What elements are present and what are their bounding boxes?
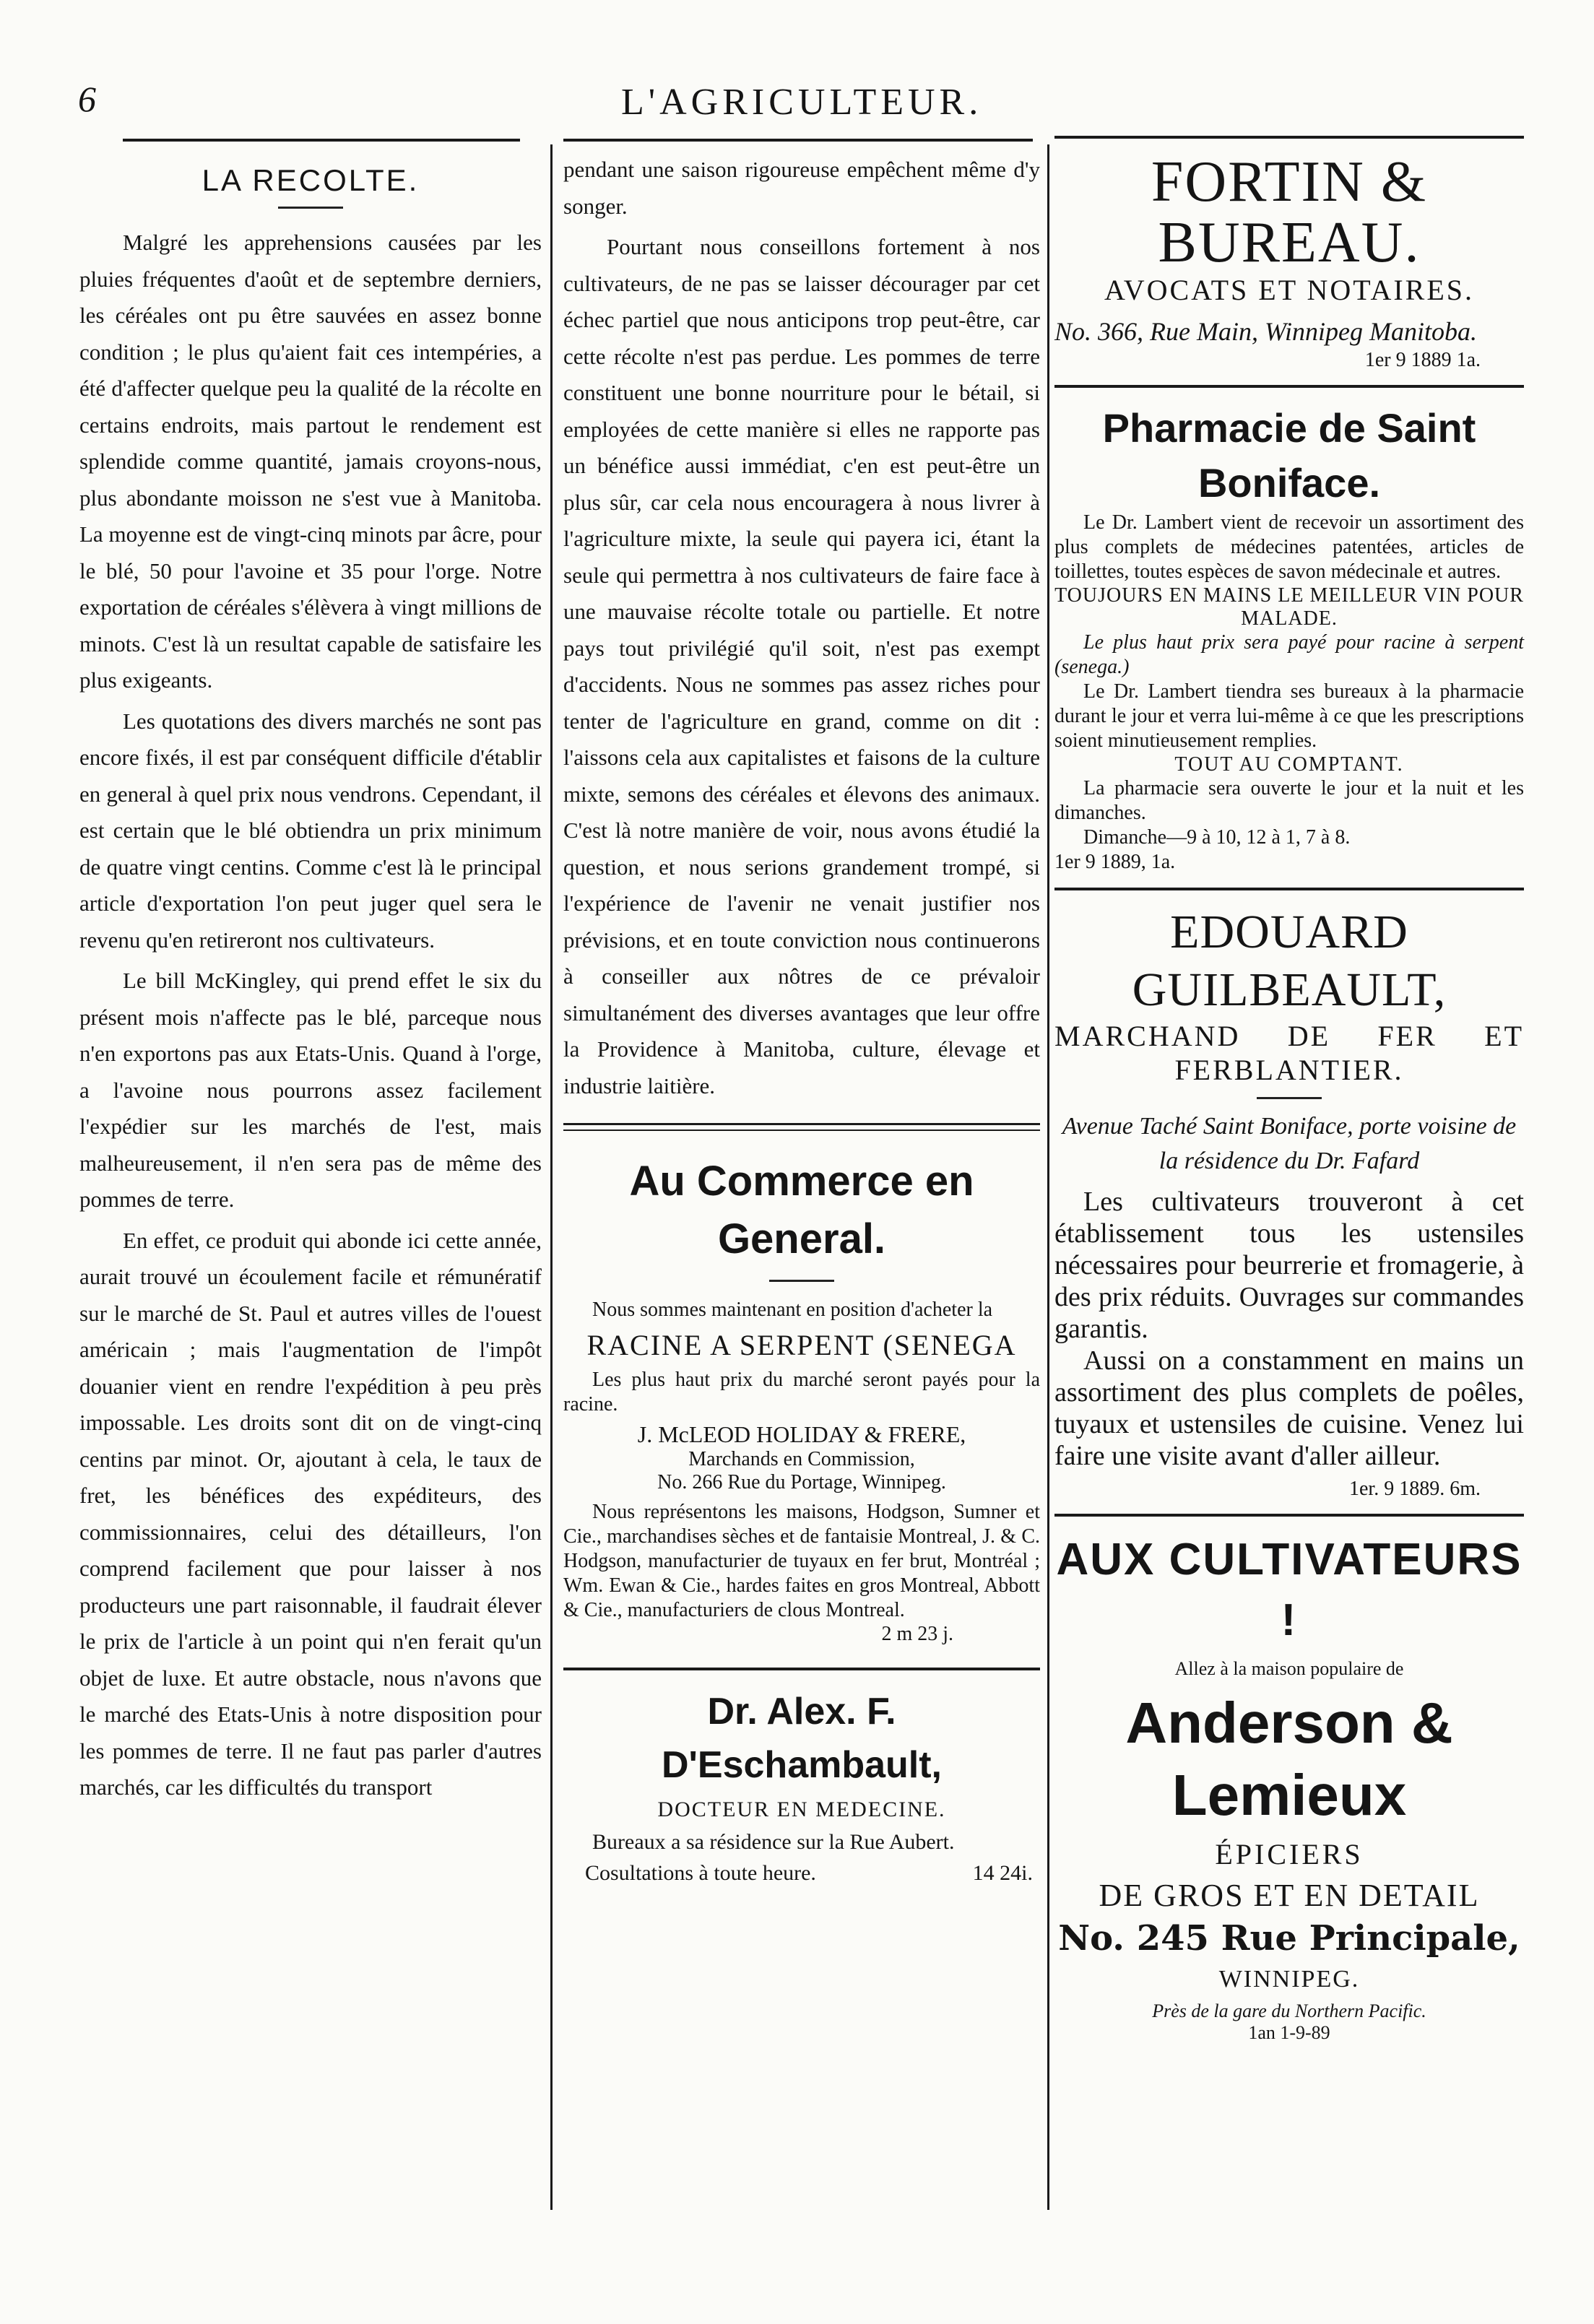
ad-doctor-footer (563, 1861, 1040, 1886)
column-divider-2 (1047, 144, 1049, 2210)
page-number: 6 (78, 79, 96, 119)
ad-fortin-address: No. 366, Rue Main, Winnipeg Manitoba. (1054, 317, 1477, 346)
header-rule-right (1054, 136, 1524, 139)
ad-fortin (1054, 152, 1524, 372)
ad-guilbeault-address: Avenue Taché Saint Boniface, porte voisine de la résidence du Dr. Fafard (1062, 1113, 1517, 1174)
ad-commerce (563, 1153, 1040, 1646)
section-rule (563, 1668, 1040, 1670)
column-3 (1054, 152, 1524, 2044)
article-paragraph: En effet, ce produit qui abonde ici cette année, aurait trouvé un écoulement facile et rémunératif sur le marché de St. Paul et autres villes de l'ouest américain ; mais l'augmentation de l'impôt douanier vient en rendre l'expédition à peu près impossable. Les droits sont dit on de vingt-cinq centins par minot. Or, ajoutant à cela, le taux de fret, les bénéfices des expéditeurs, des commissionnaires, celui des détailleurs, l'on comprend facilement que pour laisser à nos producteurs une part raisonnable, il faudrait élever le prix de l'article à un point qui n'en ferait qu'un objet de luxe. Et autre obstacle, nous n'avons que le marché des Etats-Unis à notre disposition pour les pommes de terre. Il ne faut pas parler d'autres marchés, car les difficultés du transport (79, 1227, 542, 1800)
ad-commerce-firm: J. McLEOD HOLIDAY & FRERE, (637, 1421, 966, 1447)
ad-guilbeault-subtitle2: FERBLANTIER. (1174, 1054, 1404, 1086)
ad-guilbeault-subtitle1: MARCHAND DE FER ET (1054, 1020, 1524, 1052)
ad-commerce-title: Au Commerce en General. (629, 1158, 974, 1262)
ad-doctor-code: 14 24i. (972, 1861, 1033, 1885)
article-paragraph: Pourtant nous conseillons fortement à nos cultivateurs, de ne pas se laisser décourager par cet échec partiel que nous anticipons trop peut-être, car cette récolte n'est pas perdue. Les pommes de terre constituent une bonne nourriture pour le bétail, si employées de cette manière si elles ne rapporte pas un bénéfice aussi immédiat, c'en est peut-être un plus sûr, car cela nous encouragera à nous livrer à l'agriculture mixte, la seule qui payera ici, étant la seule qui permettra à nos cultivateurs de faire face à une mauvaise récolte totale ou partielle. Et notre pays tout privilégié qu'il soit, n'est pas exempt d'accidents. Nous ne sommes pas assez riches pour tenter de l'agriculture en grand, comme on dit : l'aissons cela aux capitalistes et faisons de la culture mixte, semons des céréales et élevons des animaux. C'est là notre manière de voir, nous avons étudié la question, et nous serions grandement trompé, si l'expérience de l'avenir ne venait justifier nos prévisions, et en toute conviction nous continuerons à conseiller aux nôtres de ce prévaloir simultanément des diverses avantages que leur offre la Providence à Manitoba, culture, élevage et industrie laitière. (563, 234, 1040, 1098)
ad-guilbeault-title: EDOUARD GUILBEAULT, (1132, 906, 1447, 1016)
header-rule-left (123, 139, 520, 142)
ad-pharmacie-line2: TOUJOURS EN MAINS LE MEILLEUR VIN POUR MALADE. (1054, 584, 1524, 630)
article-paragraph: Malgré les apprehensions causées par les pluies fréquentes d'août et de septembre derniers, les céréales ont pu être sauvées en assez bonne condition ; le plus qu'aient fait ces intempéries, a été d'affecter quelque peu la qualité de la récolte en certains endroits, mais partout le rendement est splendide comme quantité, jamais croyons-nous, plus abondante moisson ne s'est vue à Manitoba. La moyenne est de vingt-cinq minots par âcre, pour le blé, 50 pour l'avoine et 35 pour l'orge. Notre exportation de céréales s'élèvera à vingt millions de minots. C'est là un resultat capable de satisfaire les plus exigeants. (79, 230, 542, 693)
ad-commerce-intro: Nous sommes maintenant en position d'acheter la (592, 1298, 993, 1321)
ad-guilbeault-date: 1er. 9 1889. 6m. (1349, 1478, 1481, 1500)
article-paragraph: Les quotations des divers marchés ne sont pas encore fixés, il est par conséquent difficile d'établir en general à quel prix nous vendrons. Cependant, il est certain que le blé obtiendra un prix minimum de quatre vingt centins. Comme c'est là le principal article d'exportation l'on peut juger quel sera le revenu qu'en retireront nos cultivateurs. (79, 708, 542, 953)
column-2 (563, 152, 1040, 1886)
ad-commerce-represent: Nous représentons les maisons, Hodgson, Sumner et Cie., marchandises sèches et de fantaisie Montreal, J. & C. Hodgson, manufacturier de tuyaux en fer brut, Montréal ; Wm. Ewan & Cie., hardes faites en gros Montreal, Abbott & Cie., manufacturiers de clous Montreal. (563, 1501, 1040, 1621)
heading-rule (278, 207, 343, 209)
ad-pharmacie-title: Pharmacie de Saint Boniface. (1102, 405, 1476, 506)
section-rule (1054, 385, 1524, 388)
ad-fortin-date: 1er 9 1889 1a. (1364, 349, 1481, 371)
ad-fortin-subtitle: AVOCATS ET NOTAIRES. (1104, 274, 1475, 306)
ad-rule (1257, 1097, 1322, 1099)
ad-doctor-subtitle: DOCTEUR EN MEDECINE. (657, 1798, 946, 1821)
ad-doctor-office: Bureaux a sa résidence sur la Rue Aubert. (592, 1830, 955, 1854)
ad-anderson-date: 1an 1-9-89 (1248, 2022, 1330, 2043)
ad-fortin-title: FORTIN & BUREAU. (1151, 150, 1428, 274)
ad-commerce-address: No. 266 Rue du Portage, Winnipeg. (657, 1471, 946, 1493)
ad-pharmacie-date: 1er 9 1889, 1a. (1054, 851, 1176, 873)
ad-anderson-trade: ÉPICIERS (1215, 1838, 1364, 1870)
ad-guilbeault-text1: Les cultivateurs trouveront à cet établissement tous les ustensiles nécessaires pour beurrerie et fromagerie, à des prix réduits. Ouvrages sur commandes garantis. (1054, 1187, 1524, 1344)
ad-pharmacie-sunday: Dimanche—9 à 10, 12 à 1, 7 à 8. (1083, 826, 1351, 849)
column-1 (79, 152, 542, 1811)
ad-pharmacie-line1: Le Dr. Lambert vient de recevoir un assortiment des plus complets de médecines patentées, articles de toillettes, toutes espèces de savon médecinale et autres. (1054, 511, 1524, 583)
ad-doctor-hours: Cosultations à toute heure. (585, 1861, 816, 1885)
ad-doctor-title: Dr. Alex. F. D'Eschambault, (661, 1691, 943, 1786)
ad-commerce-price: Les plus haut prix du marché seront payés pour la racine. (563, 1369, 1040, 1415)
ad-anderson-near: Près de la gare du Northern Pacific. (1152, 2000, 1426, 2021)
ad-commerce-firm-desc: Marchands en Commission, (688, 1448, 915, 1470)
article-paragraph: Le bill McKingley, qui prend effet le six du présent mois n'affecte pas le blé, parceque nous n'en exportons pas aux Etats-Unis. Quand à l'orge, a l'avoine nous pourrons assez facilement l'expédier sur les marchés de l'est, mais malheureusement, il n'en sera pas de même des pommes de terre. (79, 968, 542, 1212)
article-continuation: pendant une saison rigoureuse empêchent même d'y songer. (563, 157, 1040, 219)
ad-pharmacie-cash: TOUT AU COMPTANT. (1174, 753, 1404, 776)
ad-doctor (563, 1685, 1040, 1886)
ad-anderson-trade2: DE GROS ET EN DETAIL (1099, 1878, 1480, 1913)
paper-title: L'AGRICULTEUR. (621, 82, 983, 123)
section-rule (1054, 888, 1524, 890)
section-rule (1054, 1514, 1524, 1517)
ad-anderson-address: No. 245 Rue Principale, (1058, 1918, 1520, 1959)
ad-guilbeault (1054, 903, 1524, 1501)
ad-anderson-intro: Allez à la maison populaire de (1174, 1658, 1404, 1679)
header-rule-mid (563, 139, 1033, 142)
ad-pharmacie-line3: Le plus haut prix sera payé pour racine à serpent (senega.) (1054, 631, 1524, 678)
ad-pharmacie (1054, 401, 1524, 875)
section-rule (563, 1123, 1040, 1131)
ad-commerce-date: 2 m 23 j. (881, 1623, 953, 1645)
ad-anderson (1054, 1530, 1524, 2044)
ad-pharmacie-line4: Le Dr. Lambert tiendra ses bureaux à la pharmacie durant le jour et verra lui-même à ce que les prescriptions soient minutieusement remplies. (1054, 680, 1524, 752)
ad-anderson-city: WINNIPEG. (1218, 1966, 1360, 1993)
article-heading: LA RECOLTE. (202, 163, 420, 197)
ad-pharmacie-open: La pharmacie sera ouverte le jour et la nuit et les dimanches. (1054, 777, 1524, 824)
column-divider-1 (550, 144, 553, 2210)
ad-rule (769, 1280, 834, 1282)
ad-commerce-product: RACINE A SERPENT (SENEGA (586, 1329, 1017, 1361)
ad-guilbeault-text2: Aussi on a constamment en mains un assortiment des plus complets de poêles, tuyaux et ustensiles de cuisine. Venez lui faire une visite avant d'aller ailleur. (1054, 1345, 1524, 1471)
ad-anderson-firm: Anderson & Lemieux (1125, 1691, 1453, 1827)
ad-anderson-title: AUX CULTIVATEURS ! (1056, 1535, 1522, 1645)
